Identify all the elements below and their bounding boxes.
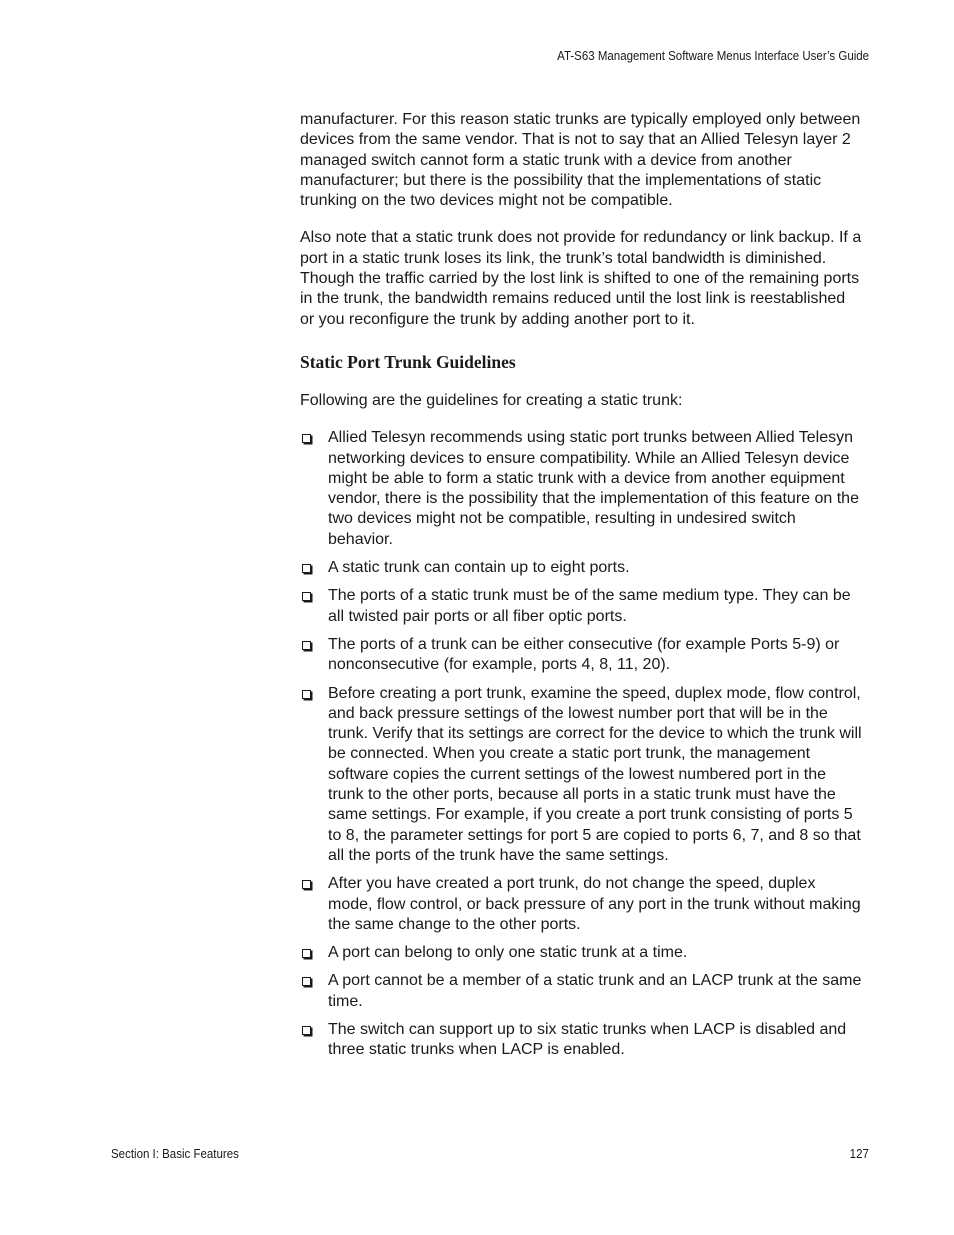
running-header: AT-S63 Management Software Menus Interface User’s Guide [557,49,869,63]
list-item [300,635,862,676]
list-item [300,558,862,578]
paragraph: manufacturer. For this reason static trunks are typically employed only between devices from the same vendor. That is not to say that an Allied Telesyn layer 2 managed switch cannot form a static trunk with a device from another manufacturer; but there is the possibility that the implementations of static trunking on the two devices might not be compatible. [300,111,861,210]
list-item [300,874,862,935]
list-item [300,428,862,550]
list-item-text: A static trunk can contain up to eight ports. [328,559,630,577]
list-item-text: The ports of a static trunk must be of the same medium type. They can be all twisted pair ports or all fiber optic ports. [328,587,851,625]
section-heading: Static Port Trunk Guidelines [300,351,516,372]
checkbox-bullet-icon [302,880,311,889]
paragraph: Also note that a static trunk does not provide for redundancy or link backup. If a port in a static trunk loses its link, the trunk’s total bandwidth is diminished. Though the traffic carried by the lost link is shifted to one of the remaining ports in the trunk, the bandwidth remains reduced until the lost link is reestablished or you reconfigure the trunk by adding another port to it. [300,229,862,328]
list-item-text: The ports of a trunk can be either consecutive (for example Ports 5-9) or nonconsecutive (for example, ports 4, 8, 11, 20). [328,635,840,674]
list-item-text: Allied Telesyn recommends using static port trunks between Allied Telesyn networking devices to ensure compatibility. While an Allied Telesyn device might be able to form a static trunk with a device from another equipment vendor, there is the possibility that the implementation of this feature on the two devices might not be compatible, resulting in undesired switch behavior. [328,429,859,548]
list-item [300,943,862,963]
list-item-text: After you have created a port trunk, do not change the speed, duplex mode, flow control, or back pressure of any port in the trunk without making the same change to the other ports. [328,875,861,933]
list-item [300,684,862,867]
list-item [300,971,862,1012]
page-content [300,110,862,1069]
list-item-text: The switch can support up to six static trunks when LACP is disabled and three static trunks when LACP is enabled. [328,1020,847,1059]
checkbox-bullet-icon [302,949,311,958]
list-item [300,586,862,627]
checkbox-bullet-icon [302,641,311,650]
footer-section: Section I: Basic Features [111,1147,239,1161]
guidelines-intro: Following are the guidelines for creating a static trunk: [300,391,683,409]
checkbox-bullet-icon [302,977,311,986]
list-item-text: A port can belong to only one static trunk at a time. [328,944,688,962]
page-number: 127 [849,1147,869,1161]
list-item-text: Before creating a port trunk, examine the speed, duplex mode, flow control, and back pressure settings of the lowest number port that will be in the trunk. Verify that its settings are correct for the device to which the trunk will be connected. When you create a static port trunk, the management software copies the current settings of the lowest numbered port in the trunk to the other ports, because all ports in a static trunk must have the same settings. For example, if you create a port trunk consisting of ports 5 to 8, the parameter settings for port 5 are copied to ports 6, 7, and 8 so that all the ports of the trunk have the same settings. [328,684,862,864]
checkbox-bullet-icon [302,690,311,699]
list-item-text: A port cannot be a member of a static trunk and an LACP trunk at the same time. [328,972,862,1010]
guidelines-list [300,428,862,1060]
list-item [300,1020,862,1061]
checkbox-bullet-icon [302,564,311,573]
checkbox-bullet-icon [302,1026,311,1035]
checkbox-bullet-icon [302,592,311,601]
checkbox-bullet-icon [302,434,311,443]
